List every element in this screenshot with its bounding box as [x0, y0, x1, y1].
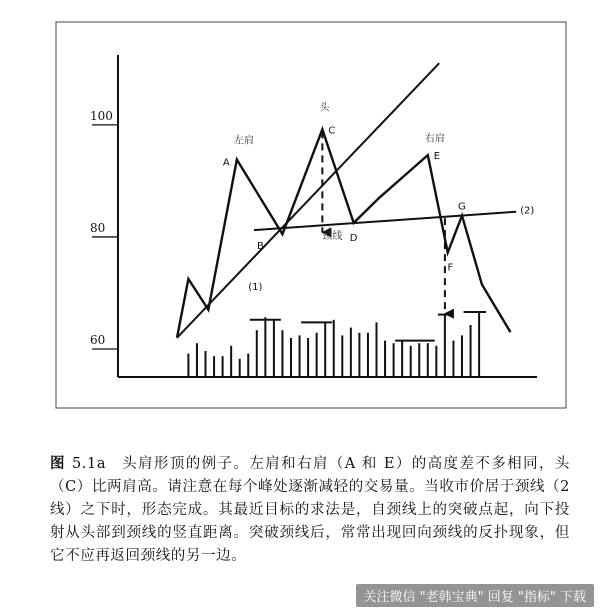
point-label-G: G: [458, 201, 466, 213]
trendline-1: [177, 63, 439, 338]
point-label-A: A: [222, 157, 230, 169]
point-label-E: E: [433, 151, 441, 163]
caption-text: 头肩形顶的例子。左肩和右肩（A 和 E）的高度差不多相同，头（C）比两肩高。请注意在每个峰处逐渐减轻的交易量。当收市价居于颈线（2 线）之下时，形态完成。其最近目标的求法是，自颈线上的突破点起，向下投射从头部到颈线的竖直距离。突破颈线后，常常出现回向颈线的反扑现象，但它不应再返回颈线的另一边。: [50, 456, 571, 564]
point-label-F: F: [447, 262, 454, 274]
point-label-D: D: [349, 232, 358, 244]
neckline-2: [254, 212, 516, 230]
figure-caption: [50, 452, 570, 568]
trendline-label: (1): [248, 282, 263, 294]
point-label-C: C: [328, 125, 336, 137]
watermark-banner: 关注微信 "老韩宝典" 回复 "指标" 下载: [356, 584, 594, 607]
figure-frame: [56, 22, 566, 408]
figure-label: 图: [50, 455, 66, 472]
y-tick-label-80: 80: [90, 220, 106, 235]
y-tick-label-100: 100: [90, 108, 113, 123]
annotation-label: 左肩: [234, 135, 254, 147]
figure-number: 5.1a: [71, 456, 107, 472]
y-tick-label-60: 60: [90, 332, 106, 347]
neckline-label: (2): [520, 205, 535, 217]
annotation-label: 颈线: [322, 231, 343, 243]
point-label-B: B: [257, 241, 264, 253]
annotation-label: 头: [319, 102, 330, 114]
annotation-label: 右肩: [424, 133, 445, 145]
